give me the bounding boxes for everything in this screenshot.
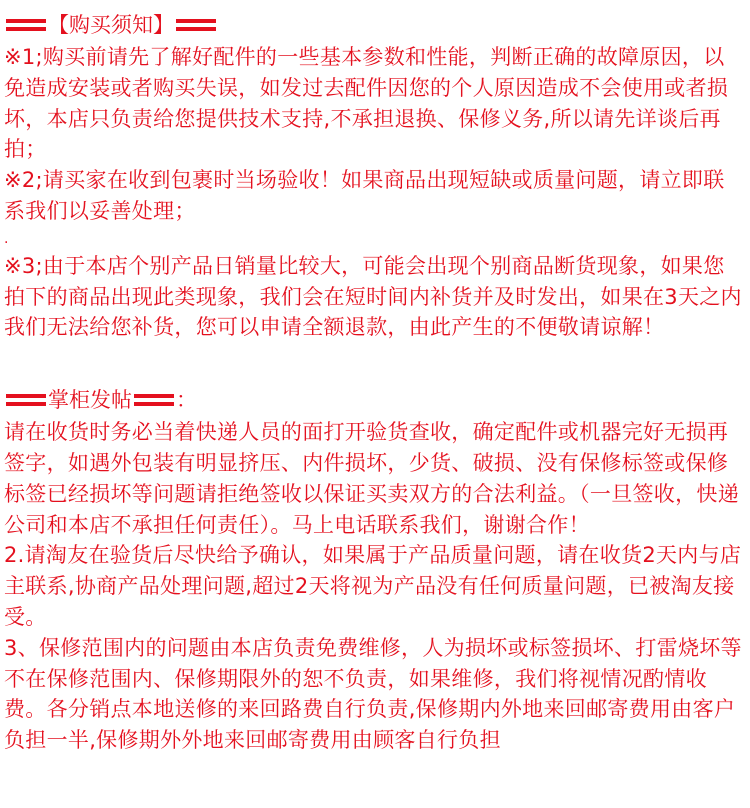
- notice-separator-dot: .: [4, 230, 9, 247]
- section-gap: [4, 343, 744, 383]
- post-item-1: 请在收货时务必当着快递人员的面打开验货查收，确定配件或机器完好无损再签字，如遇外包装有明显挤压、内件损坏，少货、破损、没有保修标签或保修标签已经损坏等问题请拒绝签收以保证买卖双方的合法利益。（一旦签收，快递公司和本店不承担任何责任）。马上电话联系我们，谢谢合作！: [4, 420, 739, 537]
- double-bar-decoration-left: [6, 390, 46, 410]
- shopkeeper-post-colon: ：: [176, 388, 197, 413]
- post-item-3: 3、保修范围内的问题由本店负责免费维修，人为损坏或标签损坏、打雷烧坏等不在保修范围内、保修期限外的恕不负责，如果维修，我们将视情况酌情收费。各分销点本地送修的来回路费自行负责,保修期内外地来回邮寄费用由客户负担一半,保修期外外地来回邮寄费用由顾客自行负担: [4, 635, 742, 753]
- double-bar-decoration-left: [6, 15, 46, 35]
- notice-item-1: ※1;购买前请先了解好配件的一些基本参数和性能，判断正确的故障原因，以免造成安装或者购买失误，如发过去配件因您的个人原因造成不会使用或者损坏，本店只负责给您提供技术支持,不承担退换、保修义务,所以请先详谈后再拍；: [4, 45, 729, 162]
- purchase-notice-heading: [4, 8, 744, 42]
- shopkeeper-post-title: 掌柜发帖: [48, 388, 132, 413]
- double-bar-decoration-right: [176, 15, 216, 35]
- double-bar-decoration-right: [134, 390, 174, 410]
- notice-item-3: ※3;由于本店个别产品日销量比较大，可能会出现个别商品断货现象，如果您拍下的商品出现此类现象，我们会在短时间内补货并及时发出，如果在3天之内我们无法给您补货，您可以申请全额退款，由此产生的不便敬请谅解！: [4, 253, 742, 340]
- shopkeeper-post-heading: [4, 383, 744, 417]
- notice-item-2: ※2;请买家在收到包裹时当场验收！如果商品出现短缺或质量问题，请立即联系我们以妥善处理；: [4, 168, 725, 223]
- post-item-2: 2.请淘友在验货后尽快给予确认，如果属于产品质量问题，请在收货2天内与店主联系,协商产品处理问题,超过2天将视为产品没有任何质量问题，已被淘友接受。: [4, 543, 742, 629]
- purchase-notice-title: 【购买须知】: [48, 13, 174, 37]
